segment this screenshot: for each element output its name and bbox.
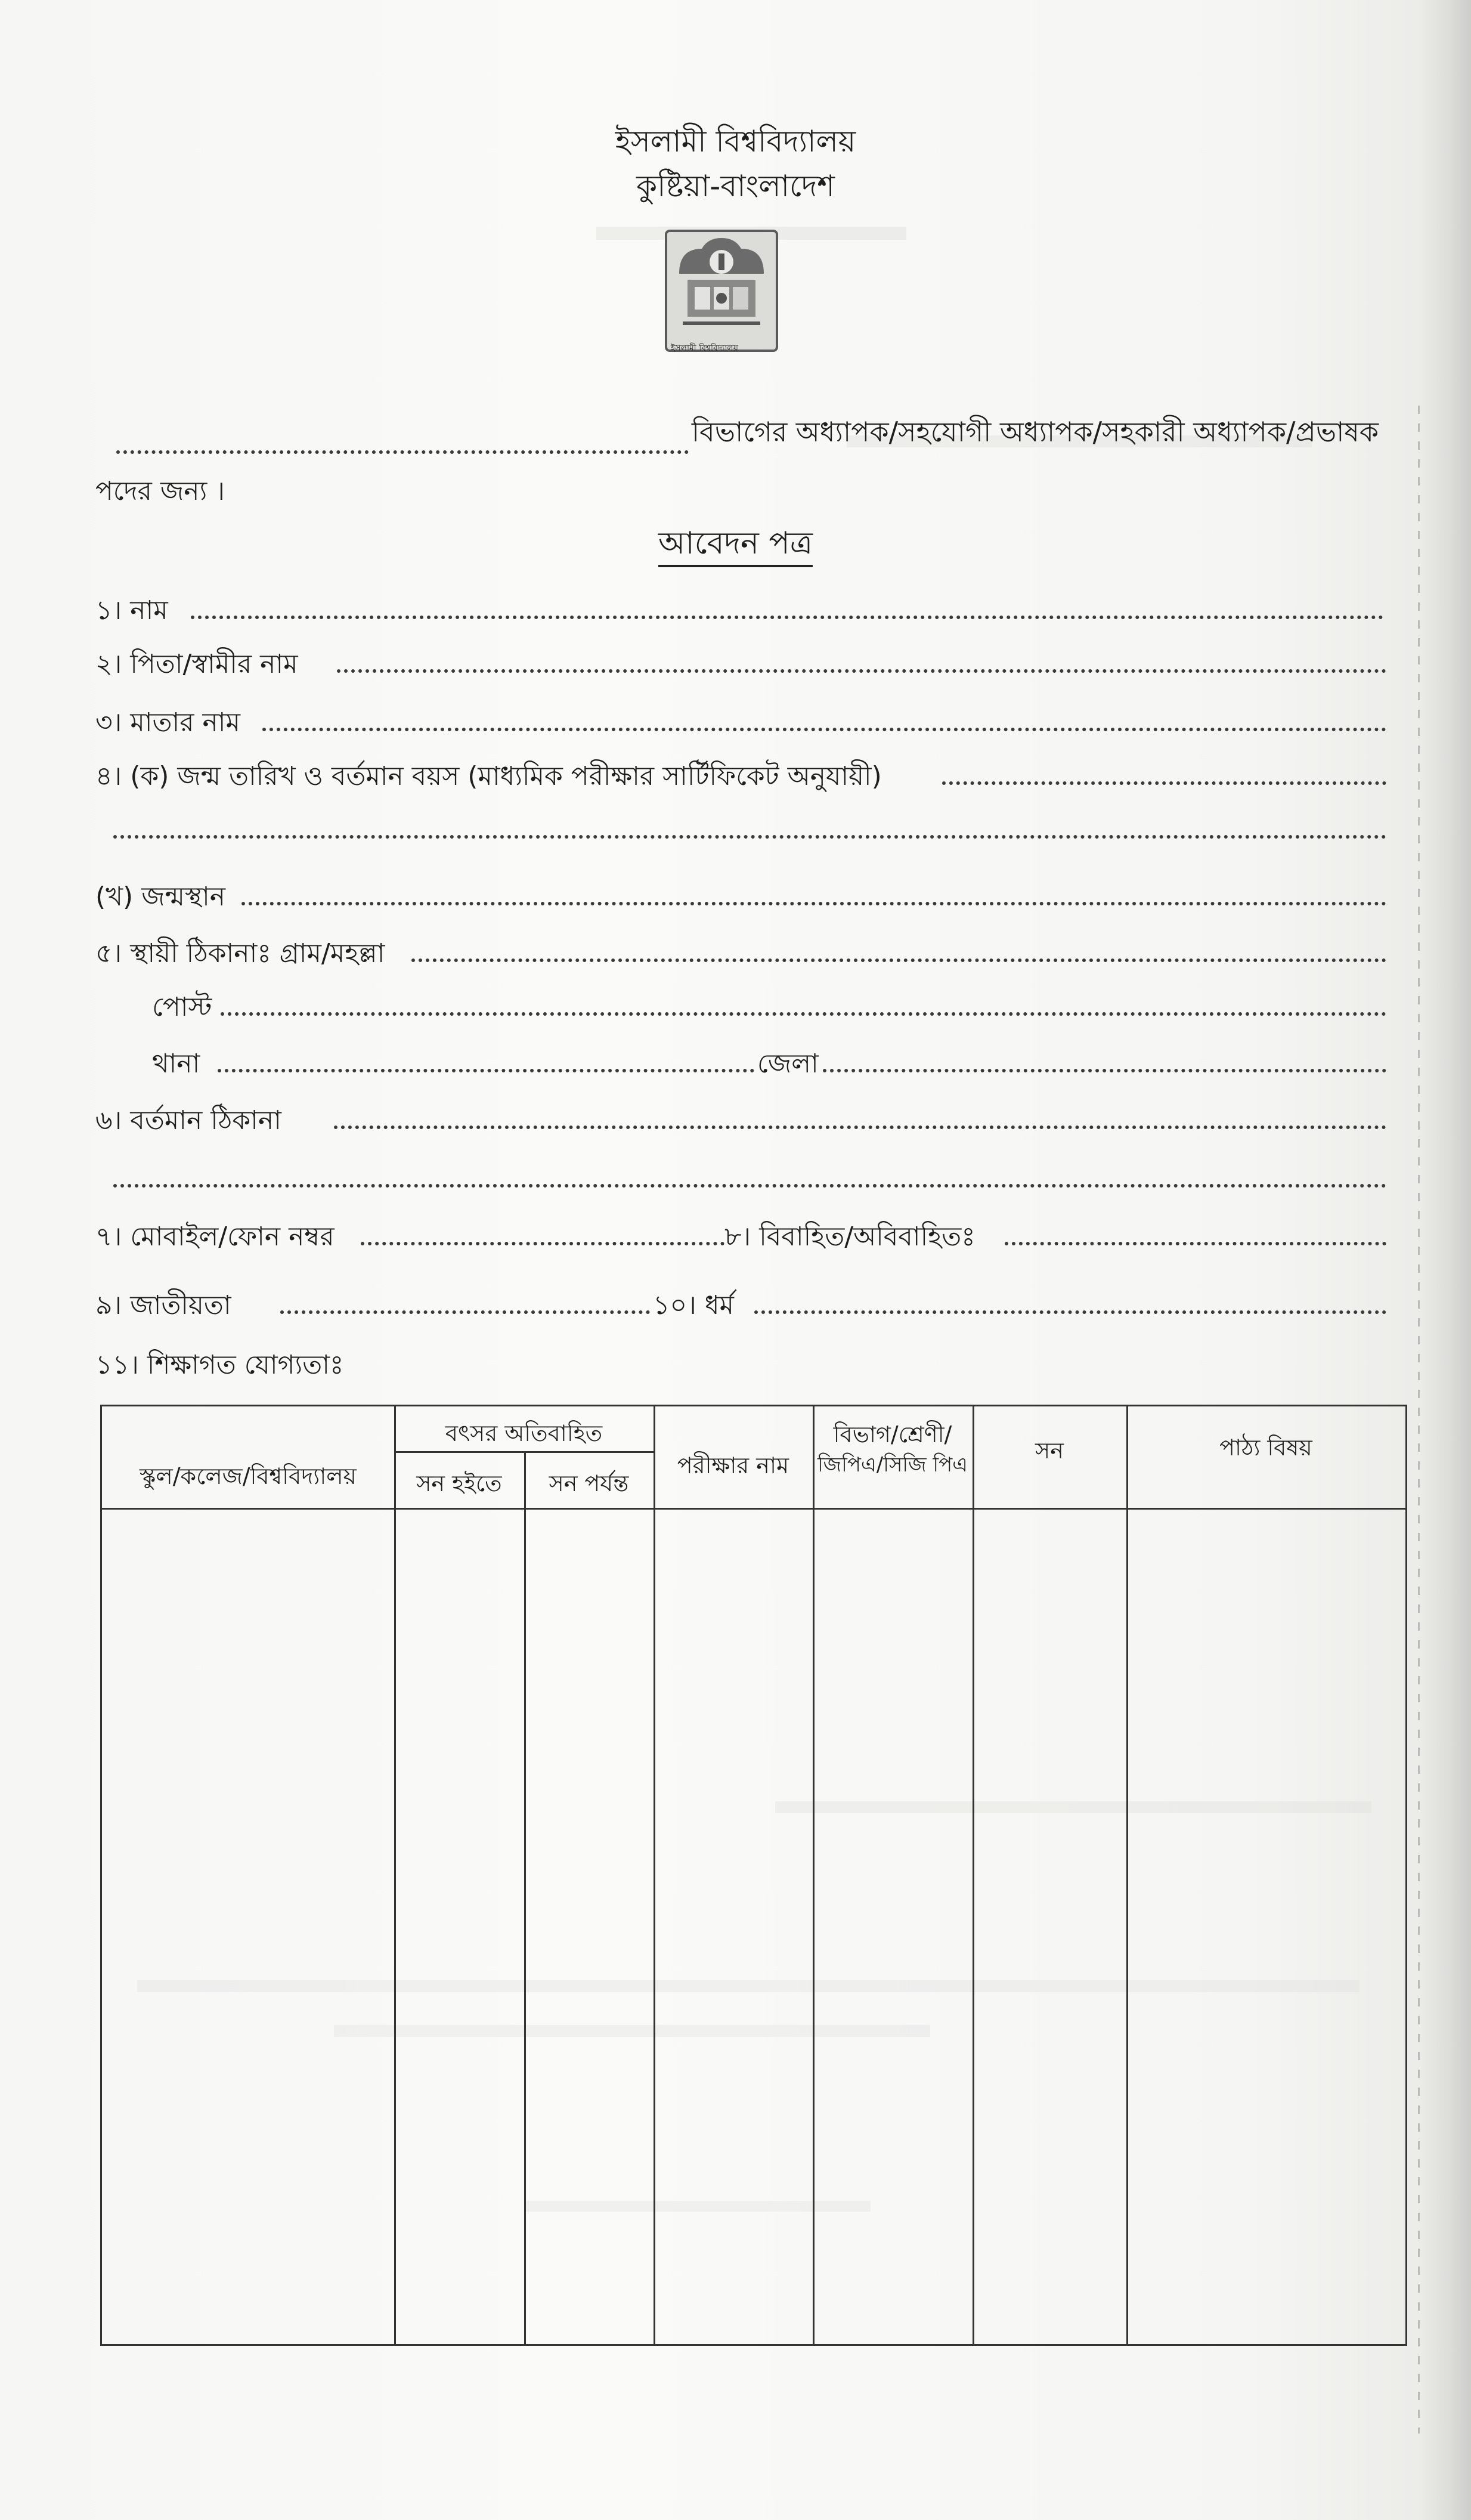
field-marital-label: ৮। বিবাহিত/অবিবাহিতঃ xyxy=(724,1222,975,1252)
field-birthplace-line[interactable] xyxy=(241,902,1386,905)
field-religion-line[interactable] xyxy=(754,1310,1386,1314)
post-continuation-text: পদের জন্য । xyxy=(95,476,225,506)
field-father-label: ২। পিতা/স্বামীর নাম xyxy=(95,649,298,679)
department-fill-line[interactable] xyxy=(116,450,689,454)
field-mother-line[interactable] xyxy=(262,728,1386,731)
header-division-line2: জিপিএ/সিজি পিএ xyxy=(817,1453,968,1477)
logo-emblem-icon xyxy=(667,232,776,350)
scan-edge-line xyxy=(1418,406,1420,2434)
header-institution: স্কুল/কলেজ/বিশ্ববিদ্যালয় xyxy=(140,1463,357,1489)
header-year: সন xyxy=(1035,1437,1064,1464)
header-from-year: সন হইতে xyxy=(416,1470,502,1496)
field-thana-label: থানা xyxy=(152,1049,200,1079)
scan-edge-shadow xyxy=(1417,0,1471,2520)
field-phone-line[interactable] xyxy=(361,1242,724,1245)
field-religion-label: ১০। ধর্ম xyxy=(653,1290,734,1321)
field-mother-label: ৩। মাতার নাম xyxy=(95,707,240,738)
field-district-line[interactable] xyxy=(823,1069,1386,1072)
header-to-year: সন পর্যন্ত xyxy=(549,1470,629,1496)
field-permanent-address-label: ৫। স্থায়ী ঠিকানাঃ গ্রাম/মহল্লা xyxy=(95,938,385,969)
field-education-label: ১১। শিক্ষাগত যোগ্যতাঃ xyxy=(95,1350,344,1380)
field-district-label: জেলা xyxy=(757,1049,819,1079)
education-table xyxy=(100,1405,1407,2346)
header-exam-name: পরীক্ষার নাম xyxy=(677,1452,789,1479)
field-present-address-line[interactable] xyxy=(334,1126,1386,1129)
university-name: ইসলামী বিশ্ববিদ্যালয় xyxy=(615,124,856,159)
field-dob-line[interactable] xyxy=(942,781,1386,785)
post-designation-text: বিভাগের অধ্যাপক/সহযোগী অধ্যাপক/সহকারী অধ্যাপক/প্রভাষক xyxy=(692,416,1379,448)
form-title xyxy=(0,519,1471,571)
form-title-text: আবেদন পত্র xyxy=(658,525,813,567)
field-birthplace-label: (খ) জন্মস্থান xyxy=(95,882,226,912)
field-dob-label: ৪। (ক) জন্ম তারিখ ও বর্তমান বয়স (মাধ্যমিক পরীক্ষার সার্টিফিকেট অনুযায়ী) xyxy=(95,761,882,791)
header-division-line1: বিভাগ/শ্রেণী/ xyxy=(833,1421,952,1448)
field-phone-label: ৭। মোবাইল/ফোন নম্বর xyxy=(95,1222,335,1252)
university-logo xyxy=(665,230,778,352)
field-village-line[interactable] xyxy=(411,958,1386,962)
table-body-entry-area[interactable] xyxy=(102,1510,1405,2344)
field-name-label: ১। নাম xyxy=(95,595,168,626)
field-nationality-label: ৯। জাতীয়তা xyxy=(95,1290,231,1321)
field-dob-line-2[interactable] xyxy=(113,835,1386,839)
logo-caption: ইসলামী বিশ্ববিদ্যালয় xyxy=(671,344,738,353)
university-location: কুষ্টিয়া-বাংলাদেশ xyxy=(636,169,835,203)
header-subject: পাঠ্য বিষয় xyxy=(1219,1434,1312,1461)
field-post-label: পোস্ট xyxy=(152,992,212,1022)
field-present-address-line-2[interactable] xyxy=(113,1184,1386,1188)
field-father-line[interactable] xyxy=(337,669,1386,673)
field-post-line[interactable] xyxy=(221,1012,1386,1016)
field-thana-line[interactable] xyxy=(218,1069,754,1072)
field-present-address-label: ৬। বর্তমান ঠিকানা xyxy=(95,1105,281,1136)
header-years-spent: বৎসর অতিবাহিত xyxy=(445,1420,603,1446)
field-name-line[interactable] xyxy=(191,616,1383,619)
field-nationality-line[interactable] xyxy=(280,1310,650,1314)
field-marital-line[interactable] xyxy=(1005,1242,1386,1245)
